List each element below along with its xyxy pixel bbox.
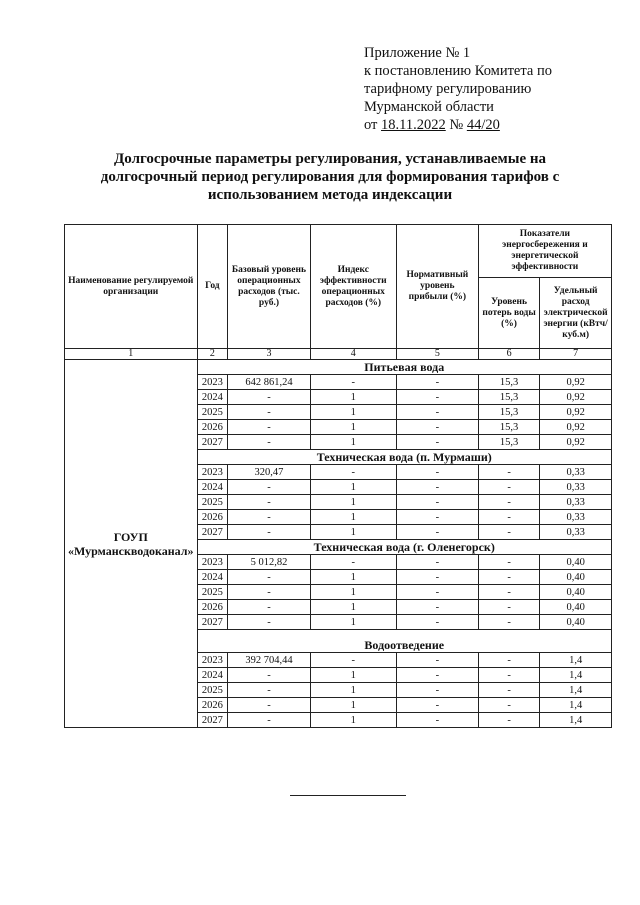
section-title: Водоотведение: [197, 630, 611, 653]
header-profit: Нормативный уровень прибыли (%): [396, 225, 478, 349]
cell-water-loss: -: [478, 668, 539, 683]
cell-normative-profit: -: [396, 495, 478, 510]
regulation-parameters-table: [64, 224, 612, 728]
cell-normative-profit: -: [396, 668, 478, 683]
cell-specific-energy: 1,4: [540, 668, 612, 683]
cell-specific-energy: 1,4: [540, 713, 612, 728]
cell-water-loss: -: [478, 465, 539, 480]
cell-normative-profit: -: [396, 525, 478, 540]
cell-specific-energy: 0,33: [540, 465, 612, 480]
cell-efficiency-index: 1: [310, 405, 396, 420]
section-title: Техническая вода (п. Мурмаши): [197, 450, 611, 465]
cell-year: 2023: [197, 465, 228, 480]
cell-normative-profit: -: [396, 420, 478, 435]
cell-base-opex: -: [228, 480, 310, 495]
cell-year: 2027: [197, 525, 228, 540]
cell-water-loss: -: [478, 585, 539, 600]
cell-normative-profit: -: [396, 570, 478, 585]
cell-base-opex: -: [228, 585, 310, 600]
cell-base-opex: -: [228, 420, 310, 435]
cell-base-opex: -: [228, 510, 310, 525]
appendix-from: от: [364, 117, 382, 133]
cell-water-loss: -: [478, 653, 539, 668]
section-title: Питьевая вода: [197, 360, 611, 375]
column-number: 3: [228, 349, 310, 360]
cell-normative-profit: -: [396, 555, 478, 570]
header-loss: Уровень потерь воды (%): [478, 278, 539, 349]
cell-normative-profit: -: [396, 375, 478, 390]
cell-specific-energy: 0,40: [540, 570, 612, 585]
cell-water-loss: 15,3: [478, 390, 539, 405]
cell-year: 2027: [197, 615, 228, 630]
cell-efficiency-index: 1: [310, 480, 396, 495]
cell-base-opex: 642 861,24: [228, 375, 310, 390]
column-number: 6: [478, 349, 539, 360]
cell-efficiency-index: 1: [310, 570, 396, 585]
column-number: 1: [65, 349, 198, 360]
cell-water-loss: -: [478, 683, 539, 698]
cell-efficiency-index: 1: [310, 390, 396, 405]
cell-base-opex: -: [228, 390, 310, 405]
cell-normative-profit: -: [396, 653, 478, 668]
cell-specific-energy: 0,92: [540, 405, 612, 420]
decree-date: 18.11.2022: [381, 117, 446, 133]
cell-efficiency-index: -: [310, 465, 396, 480]
column-numbers-row: [65, 349, 612, 360]
cell-base-opex: -: [228, 600, 310, 615]
title-line: использованием метода индексации: [207, 187, 453, 203]
cell-year: 2024: [197, 570, 228, 585]
cell-year: 2024: [197, 390, 228, 405]
cell-normative-profit: -: [396, 698, 478, 713]
cell-water-loss: -: [478, 698, 539, 713]
cell-normative-profit: -: [396, 390, 478, 405]
cell-specific-energy: 0,92: [540, 435, 612, 450]
cell-specific-energy: 0,92: [540, 390, 612, 405]
cell-base-opex: -: [228, 698, 310, 713]
cell-specific-energy: 0,33: [540, 525, 612, 540]
cell-efficiency-index: 1: [310, 698, 396, 713]
cell-normative-profit: -: [396, 683, 478, 698]
cell-efficiency-index: 1: [310, 495, 396, 510]
cell-year: 2023: [197, 653, 228, 668]
cell-specific-energy: 0,92: [540, 420, 612, 435]
appendix-block: [364, 44, 614, 134]
organization-name: ГОУП «Мурманскводоканал»: [65, 360, 198, 728]
cell-specific-energy: 0,40: [540, 555, 612, 570]
appendix-line: тарифному регулированию: [364, 81, 532, 97]
cell-base-opex: -: [228, 525, 310, 540]
appendix-line: к постановлению Комитета по: [364, 63, 552, 79]
cell-normative-profit: -: [396, 510, 478, 525]
cell-year: 2025: [197, 495, 228, 510]
cell-efficiency-index: -: [310, 555, 396, 570]
cell-base-opex: -: [228, 435, 310, 450]
cell-base-opex: -: [228, 683, 310, 698]
cell-efficiency-index: 1: [310, 585, 396, 600]
signature-separator-line: [290, 795, 406, 796]
header-index: Индекс эффективности операционных расходов (%): [310, 225, 396, 349]
cell-specific-energy: 0,40: [540, 585, 612, 600]
header-year: Год: [197, 225, 228, 349]
cell-base-opex: -: [228, 615, 310, 630]
cell-efficiency-index: 1: [310, 668, 396, 683]
cell-normative-profit: -: [396, 585, 478, 600]
decree-number: 44/20: [466, 117, 500, 133]
column-number: 2: [197, 349, 228, 360]
cell-year: 2023: [197, 375, 228, 390]
cell-normative-profit: -: [396, 480, 478, 495]
header-base: Базовый уровень операционных расходов (тыс. руб.): [228, 225, 310, 349]
section-header-row: [65, 360, 612, 375]
cell-water-loss: -: [478, 555, 539, 570]
cell-year: 2025: [197, 683, 228, 698]
cell-base-opex: 392 704,44: [228, 653, 310, 668]
cell-normative-profit: -: [396, 615, 478, 630]
cell-specific-energy: 0,33: [540, 480, 612, 495]
appendix-date-line: [364, 116, 614, 134]
cell-base-opex: -: [228, 405, 310, 420]
cell-specific-energy: 0,33: [540, 495, 612, 510]
cell-water-loss: -: [478, 615, 539, 630]
cell-year: 2025: [197, 585, 228, 600]
cell-specific-energy: 0,40: [540, 615, 612, 630]
column-number: 7: [540, 349, 612, 360]
cell-water-loss: -: [478, 713, 539, 728]
cell-water-loss: -: [478, 510, 539, 525]
cell-year: 2026: [197, 420, 228, 435]
cell-normative-profit: -: [396, 600, 478, 615]
cell-year: 2024: [197, 480, 228, 495]
appendix-line: Приложение № 1: [364, 45, 471, 61]
cell-year: 2025: [197, 405, 228, 420]
cell-efficiency-index: 1: [310, 510, 396, 525]
header-org: Наименование регулируемой организации: [65, 225, 198, 349]
cell-year: 2026: [197, 510, 228, 525]
cell-specific-energy: 0,40: [540, 600, 612, 615]
cell-efficiency-index: -: [310, 375, 396, 390]
header-specific: Удельный расход электрической энергии (кВтч/куб.м): [540, 278, 612, 349]
table-body: [65, 349, 612, 728]
cell-specific-energy: 1,4: [540, 698, 612, 713]
cell-water-loss: -: [478, 495, 539, 510]
table-header: [65, 225, 612, 349]
cell-water-loss: -: [478, 570, 539, 585]
column-number: 4: [310, 349, 396, 360]
title-line: долгосрочный период регулирования для формирования тарифов с: [100, 169, 560, 185]
cell-specific-energy: 1,4: [540, 683, 612, 698]
cell-year: 2026: [197, 698, 228, 713]
cell-year: 2027: [197, 435, 228, 450]
cell-water-loss: 15,3: [478, 375, 539, 390]
title-line: Долгосрочные параметры регулирования, устанавливаемые на: [113, 151, 547, 167]
cell-year: 2027: [197, 713, 228, 728]
cell-base-opex: -: [228, 713, 310, 728]
cell-base-opex: 320,47: [228, 465, 310, 480]
cell-year: 2026: [197, 600, 228, 615]
cell-water-loss: -: [478, 600, 539, 615]
cell-year: 2023: [197, 555, 228, 570]
cell-water-loss: 15,3: [478, 405, 539, 420]
cell-water-loss: -: [478, 480, 539, 495]
cell-water-loss: 15,3: [478, 420, 539, 435]
appendix-line: Мурманской области: [364, 99, 494, 115]
column-number: 5: [396, 349, 478, 360]
cell-efficiency-index: 1: [310, 525, 396, 540]
cell-efficiency-index: 1: [310, 435, 396, 450]
cell-base-opex: -: [228, 495, 310, 510]
document-title: [60, 150, 600, 204]
cell-year: 2024: [197, 668, 228, 683]
cell-efficiency-index: 1: [310, 615, 396, 630]
cell-efficiency-index: 1: [310, 683, 396, 698]
cell-specific-energy: 0,33: [540, 510, 612, 525]
cell-normative-profit: -: [396, 465, 478, 480]
cell-normative-profit: -: [396, 713, 478, 728]
cell-efficiency-index: 1: [310, 420, 396, 435]
cell-efficiency-index: 1: [310, 713, 396, 728]
cell-base-opex: -: [228, 668, 310, 683]
cell-specific-energy: 0,92: [540, 375, 612, 390]
cell-efficiency-index: -: [310, 653, 396, 668]
cell-normative-profit: -: [396, 435, 478, 450]
header-energy-group: Показатели энергосбережения и энергетической эффективности: [478, 225, 611, 278]
cell-water-loss: -: [478, 525, 539, 540]
cell-water-loss: 15,3: [478, 435, 539, 450]
cell-normative-profit: -: [396, 405, 478, 420]
section-title: Техническая вода (г. Оленегорск): [197, 540, 611, 555]
cell-efficiency-index: 1: [310, 600, 396, 615]
cell-base-opex: -: [228, 570, 310, 585]
cell-specific-energy: 1,4: [540, 653, 612, 668]
appendix-number-sign: №: [445, 117, 467, 133]
cell-base-opex: 5 012,82: [228, 555, 310, 570]
